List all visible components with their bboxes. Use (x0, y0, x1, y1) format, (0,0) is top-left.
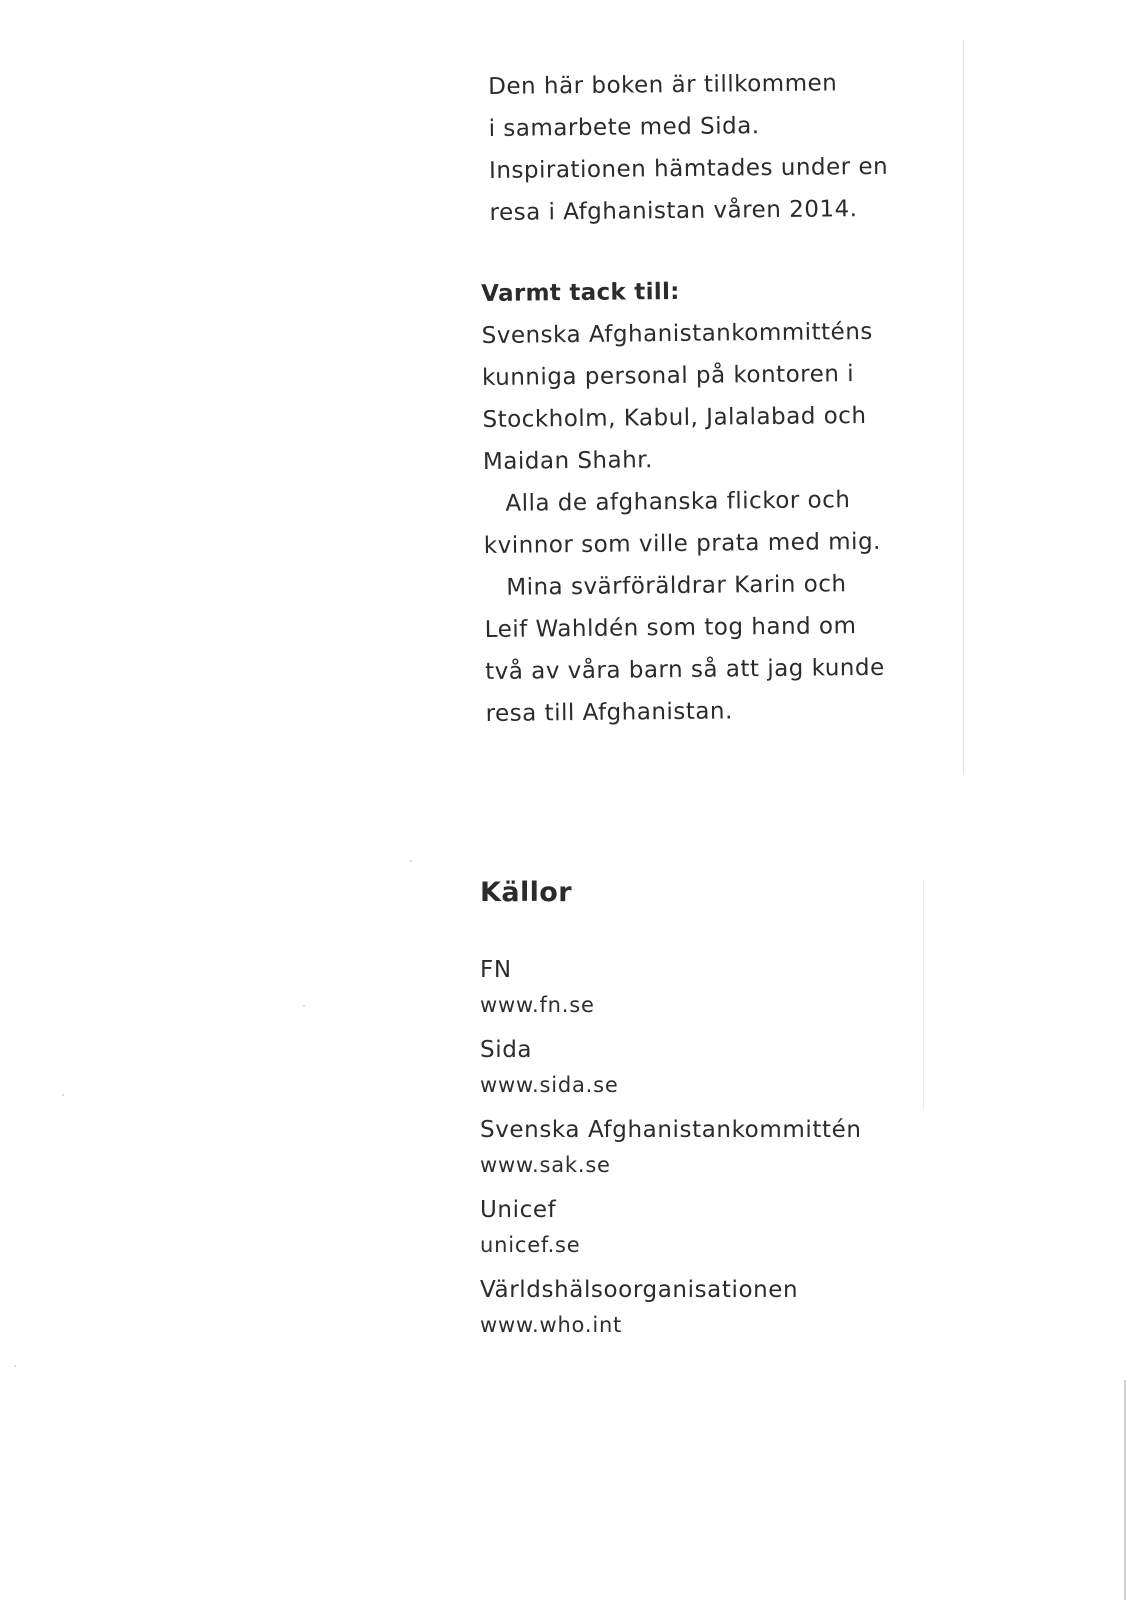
acknowledgements-line: Alla de afghanska flickor och (505, 487, 851, 517)
source-url: unicef.se (480, 1233, 581, 1257)
source-name: Svenska Afghanistankommittén (480, 1117, 862, 1143)
source-url: www.fn.se (480, 993, 595, 1017)
sources-title: Källor (480, 877, 572, 908)
source-url: www.sak.se (480, 1153, 611, 1177)
acknowledgements-line: Stockholm, Kabul, Jalalabad och (482, 402, 867, 433)
source-item (480, 1112, 862, 1182)
acknowledgements-line: resa till Afghanistan. (485, 698, 733, 727)
source-item (480, 1272, 862, 1342)
intro-line: i samarbete med Sida. (488, 113, 760, 142)
acknowledgements-line: Mina svärföräldrar Karin och (506, 571, 847, 601)
source-item (480, 952, 862, 1022)
source-url: www.who.int (480, 1313, 623, 1337)
scan-speck (14, 1365, 16, 1367)
source-name: Sida (480, 1037, 533, 1063)
acknowledgements-title: Varmt tack till: (481, 278, 680, 307)
source-name: Världshälsoorganisationen (480, 1277, 799, 1303)
acknowledgements (481, 269, 885, 735)
source-url: www.sida.se (480, 1073, 619, 1097)
intro-line: resa i Afghanistan våren 2014. (489, 196, 858, 226)
scan-edge-line (1124, 1380, 1126, 1600)
scan-fold-line (963, 40, 964, 775)
scan-speck (303, 1005, 305, 1007)
acknowledgements-line: Maidan Shahr. (482, 447, 654, 475)
sources-section (480, 876, 862, 1352)
acknowledgements-line: Svenska Afghanistankommitténs (481, 318, 873, 349)
scan-speck (62, 1094, 64, 1096)
acknowledgements-line: kvinnor som ville prata med mig. (483, 528, 882, 559)
source-item (480, 1192, 862, 1262)
intro-paragraph (488, 62, 889, 234)
intro-line: Den här boken är tillkommen (488, 70, 838, 100)
source-name: FN (480, 957, 512, 983)
scan-speck (410, 860, 412, 862)
source-item (480, 1032, 862, 1102)
source-name: Unicef (480, 1197, 557, 1223)
scan-fold-line (923, 880, 924, 1110)
acknowledgements-line: två av våra barn så att jag kunde (485, 654, 885, 685)
intro-line: Inspirationen hämtades under en (488, 153, 889, 184)
acknowledgements-line: kunniga personal på kontoren i (481, 361, 855, 391)
acknowledgements-line: Leif Wahldén som tog hand om (484, 613, 857, 643)
